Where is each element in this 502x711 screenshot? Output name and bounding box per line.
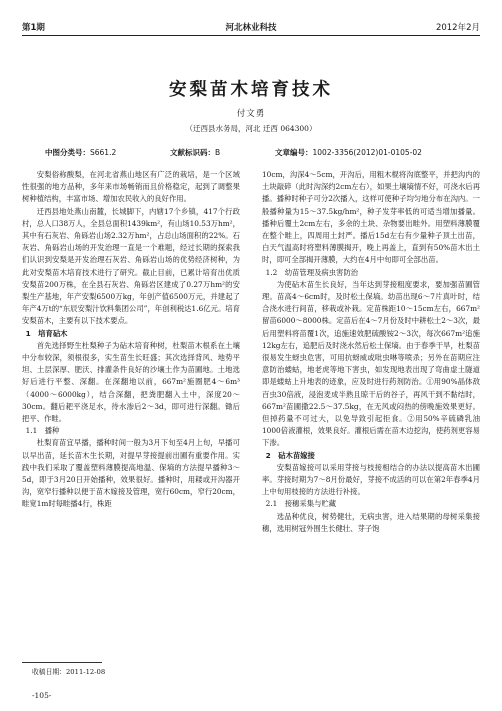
issue-number: 第1期 [22,23,45,33]
subsection-heading-1-2: 1.2 幼苗管理及病虫害防治 [265,267,359,277]
sowing-paragraph: 杜梨育苗宜早播，播种时间一般为3月下旬至4月上旬，早播可以早出苗，延长苗木生长期，对提早芽接提前出圃有重要作用。实践中我们采取了覆盖塑料薄膜提高地温、保墒的方法提早播种3～5d，即于3月20日开始播种，效果很好。播种时，用耧或开沟器开沟，宽窄行播种以便于苗木嫁接及管理，宽行60cm，窄行20cm，畦宽1m时每畦播4行，株距 [22,438,240,509]
scion-paragraph: 选品种优良，树势健壮，无病虫害，进入结果期的母树采集接穗，选用树冠外围生长健壮、芽子饱 [262,511,480,533]
article-number [275,147,422,158]
received-date: 收稿日期：2011-12-08 [32,668,106,676]
clc-number [45,147,116,158]
subsection-heading-1-1: 1.1 播种 [25,426,60,436]
seedling-care-paragraph: 为使砧木苗生长良好，当年达到芽接粗度要求，要加强苗圃管理。苗高4～6cm时，及时松土保墒。幼苗出现6～7片真叶时，结合浇水进行间苗，移栽或补栽。定苗株距10～15cm左右，667m²留苗6000～8000株。定苗后在4～7月份及时中耕松土2～3次，最后用塑料将苗覆1次，追施速效肥硫酸铵2～3次，每次667m²追施12kg左右，追肥后及时浇水然后松土保墒。由于春季干旱，杜梨苗很易发生蚜虫危害，可用抗蚜威或吡虫啉等喷杀；另外在苗期应注意防治蝼蛄，地老虎等地下害虫，如发现地表出现了弯曲虚土隧道即是蝼蛄上升地表的迹象，应及时进行药剂防治。①用90%晶体敌百虫30倍液，浸泡麦成半熟且晾干后的谷子，再风干到不黏结时，667m²苗圃撒22.5～37.5kg，在无风或闷热的傍晚施效果更好。但掉药量不可过大，以免导致引起拒食。②用50%辛硫磷乳油1000倍液灌根，效果良好。灌根后需在苗木边挖沟，使药剂更容易下渗。 [262,279,480,448]
section-heading-2: 2 砧木苗嫁接 [265,450,315,460]
article-title: 安梨苗木培育技术 [169,80,333,100]
author-affiliation: （迁西县水务局，河北 迁西 064300） [185,124,317,133]
page-number: -105- [32,691,52,700]
right-column [262,169,480,535]
left-column [22,169,240,511]
subsection-heading-2-1: 2.1 接穗采集与贮藏 [265,499,337,509]
footnote-divider [22,662,102,663]
document-code [170,147,220,158]
doc-code-label: 文献标识码： [170,148,215,157]
running-header [22,20,480,36]
doc-code-value: B [215,148,221,157]
clc-label: 中图分类号： [45,148,90,157]
article-number-value: 1002-3356(2012)01-0105-02 [312,148,422,157]
clc-value: S661.2 [90,148,117,157]
publication-date: 2012年2月 [435,23,480,33]
article-number-label: 文章编号： [275,148,313,157]
sowing-continued-paragraph: 10cm，沟深4～5cm，开沟后，用粗木棍将沟底整平，并把沟内的土块敲碎（此时沟深约2cm左右），如果土壤墒情不好，可浇水后再播。播种时种子可分2次播入，这样可使种子均匀地分布在沟内。一般播种量为15～37.5kg/hm²，种子发芽率低的可适当增加播量。播种后覆土2cm左右，多余的土块、杂物要出畦外。用塑料薄膜覆在整个畦上，四周用土封严。播后15d左右有少量种子顶土出苗，白天气温高时将塑料薄膜揭开，晚上再盖上，直到有50%苗木出土时，即可全部揭开薄膜，大约在4月中旬即可全部出苗。 [262,170,480,265]
intro-paragraph: 安梨俗称酸梨，在河北省燕山地区有广泛的栽培，是一个区域性很强的地方品种，多年来市场畅销而且价格稳定，起到了调整果树种植结构，丰富市场、增加农民收入的良好作用。 [22,170,240,204]
journal-name: 河北林业科技 [225,23,277,33]
article-author: 付文勇 [236,109,266,119]
section-heading-1: 1 培育砧木 [25,328,68,338]
grafting-paragraph: 安梨苗嫁接可以采用芽接与枝接相结合的办法以提高苗木出圃率。芽接时期为7～8月份最好，芽接不成活的可以在第2年春季4月上中旬用枝接的方法进行补接。 [262,462,480,497]
background-paragraph: 迁西县地处燕山南麓，长城脚下，内辖17个乡镇，417个行政村，总人口38万人，全县总面积1439km²，有山场10.53万hm²，其中有石灰岩、角砾岩山场2.32万hm²，占总山场面积的22%。石灰岩、角砾岩山场的开发治理一直是一个难题，经过长期的探索我们认识到安梨是开发治理石灰岩、角砾岩山场的优势经济树种，为此对安梨苗木培育技术进行了研究。截止目前，已累计培育出优质安梨苗200万株，在全县石灰岩、角砾岩区建成了0.27万hm²的安梨生产基地，年产安梨6500万kg，年创产值6500万元，并建起了年产4万t的“东辰安梨汁饮料集团公司”，年创利税达1.6亿元。培育安梨苗木，主要有以下技术要点。 [22,206,240,326]
rootstock-paragraph: 首先选择野生杜梨种子为砧木培育种树，杜梨苗木根系在土壤中分布较深，须根很多，实生苗生长旺盛；其次选择背风、地势平坦、土层深厚、肥沃、排灌条件良好的沙壤土作为苗圃地。土地选好后进行平整、深翻。在深翻地以前，667m²施圈肥4～6m³（4000～6000kg），结合深翻，把粪肥翻入土中，深度20～30cm。翻后耙平浇足水，待水渗后2～3d，即可进行深翻。锄后把平、作畦。 [22,340,240,424]
